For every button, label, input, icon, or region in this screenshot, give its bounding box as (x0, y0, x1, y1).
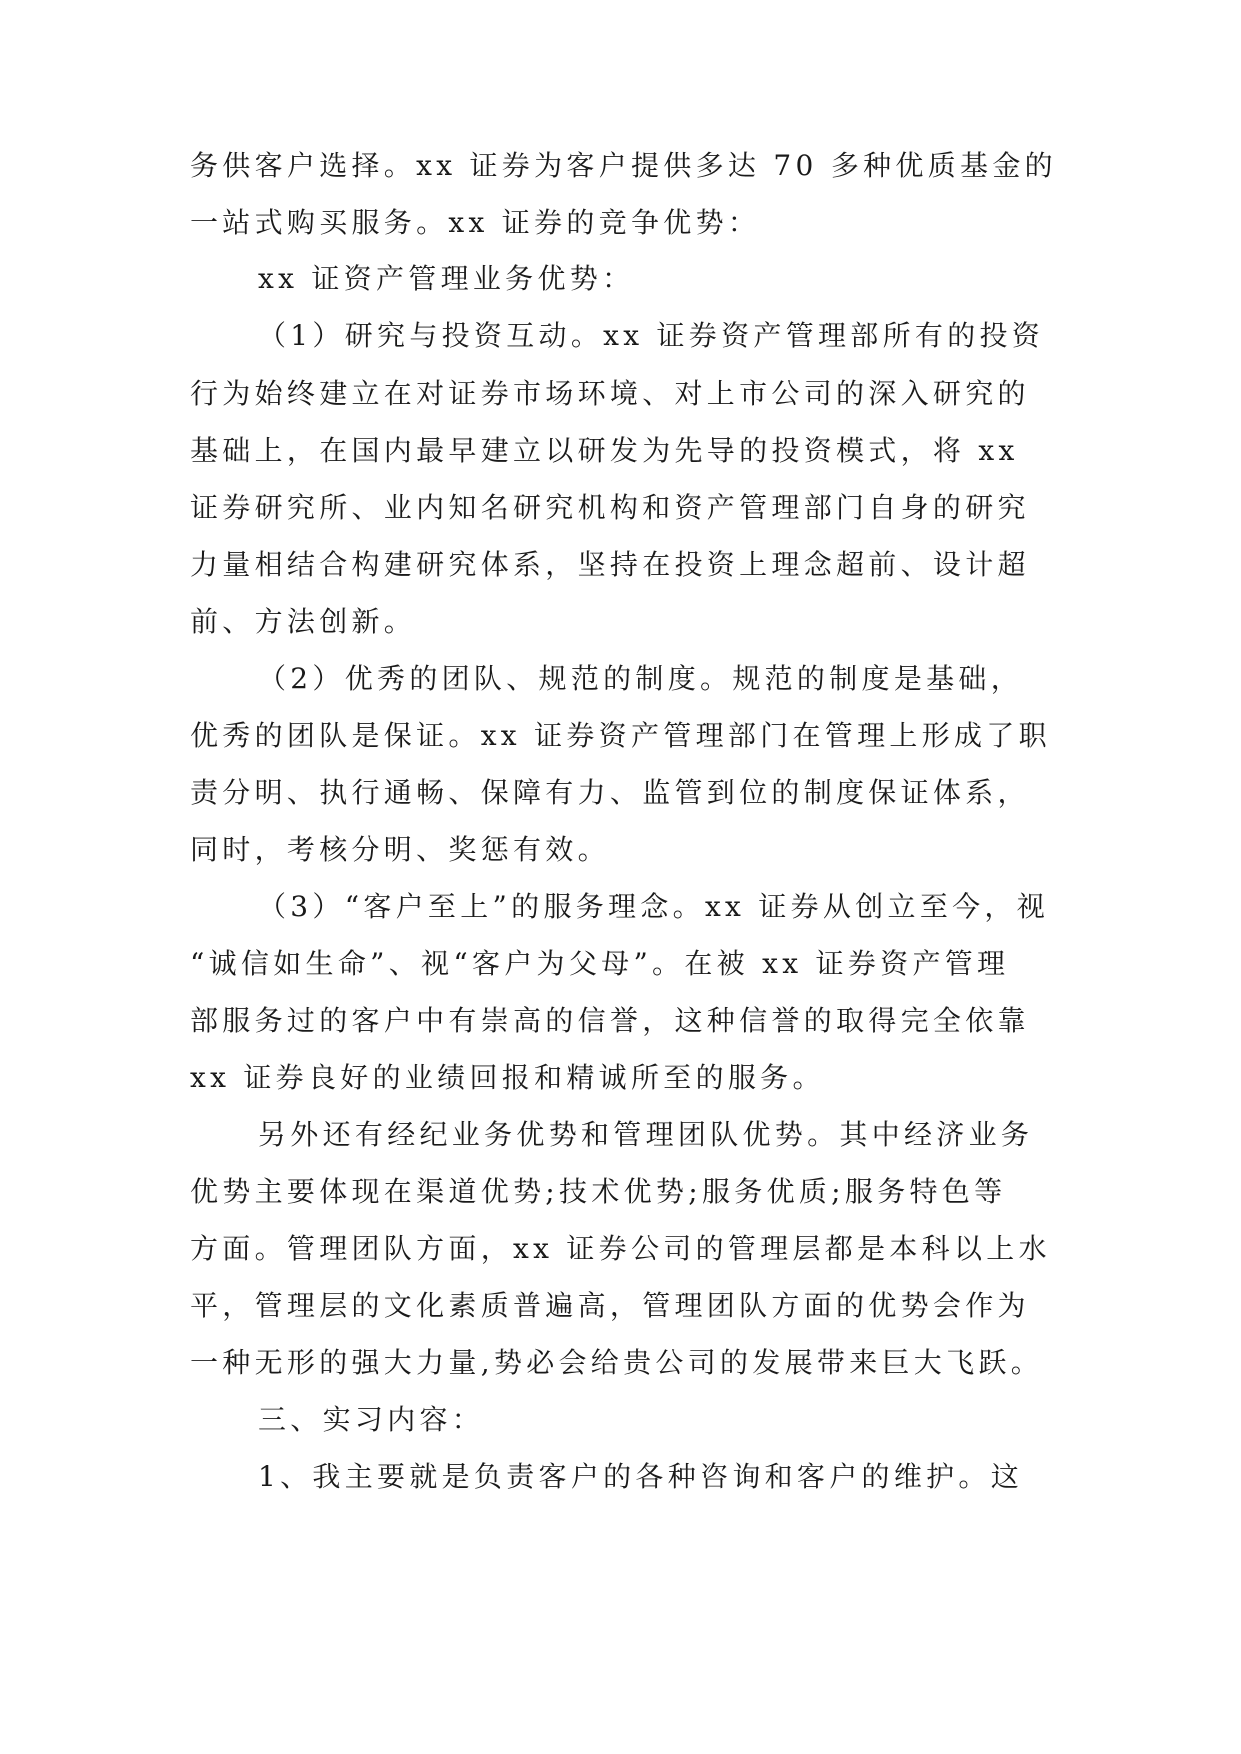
paragraph-line-12: 责分明、执行通畅、保障有力、监管到位的制度保证体系， (190, 776, 1030, 809)
paragraph-line-5: 行为始终建立在对证券市场环境、对上市公司的深入研究的 (190, 377, 1030, 410)
paragraph-line-10: （2）优秀的团队、规范的制度。规范的制度是基础， (258, 662, 1024, 695)
paragraph-line-4: （1）研究与投资互动。xx 证券资产管理部所有的投资 (258, 319, 1045, 352)
section-heading-asset-management: xx 证资产管理业务优势： (258, 262, 635, 295)
paragraph-line-18: 另外还有经纪业务优势和管理团队优势。其中经济业务 (258, 1118, 1034, 1151)
paragraph-line-20: 方面。管理团队方面，xx 证券公司的管理层都是本科以上水 (190, 1232, 1051, 1265)
paragraph-line-16: 部服务过的客户中有崇高的信誉，这种信誉的取得完全依靠 (190, 1004, 1030, 1037)
paragraph-line-7: 证券研究所、业内知名研究机构和资产管理部门自身的研究 (190, 491, 1030, 524)
section-heading-internship-content: 三、实习内容： (258, 1403, 485, 1436)
paragraph-line-21: 平，管理层的文化素质普遍高，管理团队方面的优势会作为 (190, 1289, 1030, 1322)
paragraph-line-2: 一站式购买服务。xx 证券的竞争优势： (190, 206, 761, 239)
paragraph-line-13: 同时，考核分明、奖惩有效。 (190, 833, 610, 866)
paragraph-line-17: xx 证券良好的业绩回报和精诚所至的服务。 (190, 1061, 825, 1094)
paragraph-line-8: 力量相结合构建研究体系，坚持在投资上理念超前、设计超 (190, 548, 1030, 581)
paragraph-line-14: （3）“客户至上”的服务理念。xx 证券从创立至今，视 (258, 890, 1050, 923)
paragraph-line-11: 优秀的团队是保证。xx 证券资产管理部门在管理上形成了职 (190, 719, 1051, 752)
paragraph-line-24: 1、我主要就是负责客户的各种咨询和客户的维护。这 (258, 1460, 1024, 1493)
paragraph-line-1: 务供客户选择。xx 证券为客户提供多达 70 多种优质基金的 (190, 149, 1057, 182)
paragraph-line-22: 一种无形的强大力量,势必会给贵公司的发展带来巨大飞跃。 (190, 1346, 1044, 1379)
paragraph-line-6: 基础上，在国内最早建立以研发为先导的投资模式，将 xx (190, 434, 1019, 467)
paragraph-line-19: 优势主要体现在渠道优势;技术优势;服务优质;服务特色等 (190, 1175, 1007, 1208)
paragraph-line-9: 前、方法创新。 (190, 605, 417, 638)
paragraph-line-15: “诚信如生命”、视“客户为父母”。在被 xx 证券资产管理 (190, 947, 1010, 980)
